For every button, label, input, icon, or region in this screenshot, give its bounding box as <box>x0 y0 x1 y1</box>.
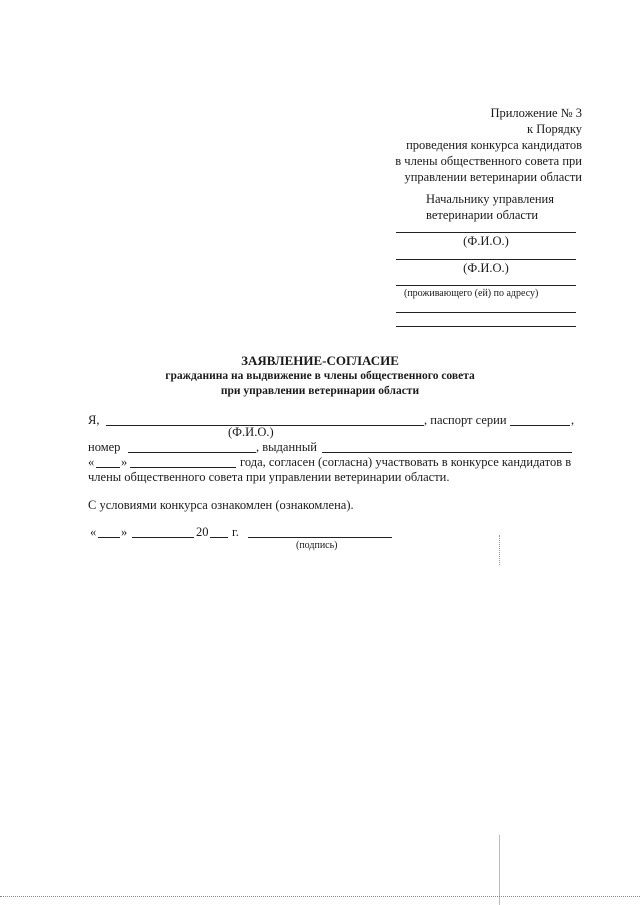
issued-by-label: , выданный <box>256 440 317 454</box>
ya-label: Я, <box>88 413 100 427</box>
residence-hint: (проживающего (ей) по адресу) <box>404 288 539 299</box>
members-text: члены общественного совета при управлении ветеринарии области. <box>88 470 450 484</box>
appendix-line-2: к Порядку <box>527 122 582 136</box>
sign-close-quote: » <box>121 525 128 539</box>
addressee-line-1: Начальнику управления <box>426 192 554 206</box>
scan-artifact-edge <box>0 896 640 897</box>
sign-day-field[interactable] <box>98 537 120 538</box>
address-blank-1 <box>396 312 576 313</box>
appendix-line-1: Приложение № 3 <box>490 106 582 120</box>
appendix-line-4: в члены общественного совета при <box>395 154 582 168</box>
passport-series-field[interactable] <box>510 425 570 426</box>
address-blank-2 <box>396 326 576 327</box>
scan-artifact-line <box>499 535 500 565</box>
date-close-quote: » <box>121 455 128 469</box>
comma-label: , <box>571 413 575 427</box>
sign-open-quote: « <box>90 525 97 539</box>
fio-hint-body: (Ф.И.О.) <box>228 425 274 439</box>
fio-hint-1: (Ф.И.О.) <box>463 234 509 248</box>
issued-by-field[interactable] <box>322 452 572 453</box>
addressee-blank-2 <box>396 259 576 260</box>
document-subtitle-2: при управлении ветеринарии области <box>220 385 420 397</box>
date-open-quote: « <box>88 455 95 469</box>
scan-artifact-line <box>499 835 500 905</box>
appendix-line-5: управлении ветеринарии области <box>404 170 582 184</box>
year-prefix: 20 <box>196 525 209 539</box>
signature-field[interactable] <box>248 537 392 538</box>
issue-day-field[interactable] <box>96 467 120 468</box>
nomer-label: номер <box>88 440 121 454</box>
sign-month-field[interactable] <box>132 537 194 538</box>
passport-label: , паспорт серии <box>424 413 507 427</box>
addressee-line-2: ветеринарии области <box>426 208 539 222</box>
sign-year-field[interactable] <box>210 537 228 538</box>
fio-hint-2: (Ф.И.О.) <box>463 261 509 275</box>
document-subtitle-1: гражданина на выдвижение в члены общественного совета <box>165 370 475 382</box>
year-suffix: г. <box>232 525 239 539</box>
signature-hint: (подпись) <box>296 540 338 551</box>
acquainted-text: С условиями конкурса ознакомлен (ознакомлена). <box>88 498 354 512</box>
agree-text: года, согласен (согласна) участвовать в конкурсе кандидатов в <box>240 455 572 469</box>
issue-month-field[interactable] <box>130 467 236 468</box>
passport-number-field[interactable] <box>128 452 256 453</box>
appendix-line-3: проведения конкурса кандидатов <box>406 138 582 152</box>
document-title: ЗАЯВЛЕНИЕ-СОГЛАСИЕ <box>241 353 399 368</box>
addressee-blank-1 <box>396 232 576 233</box>
addressee-blank-3 <box>396 285 576 286</box>
